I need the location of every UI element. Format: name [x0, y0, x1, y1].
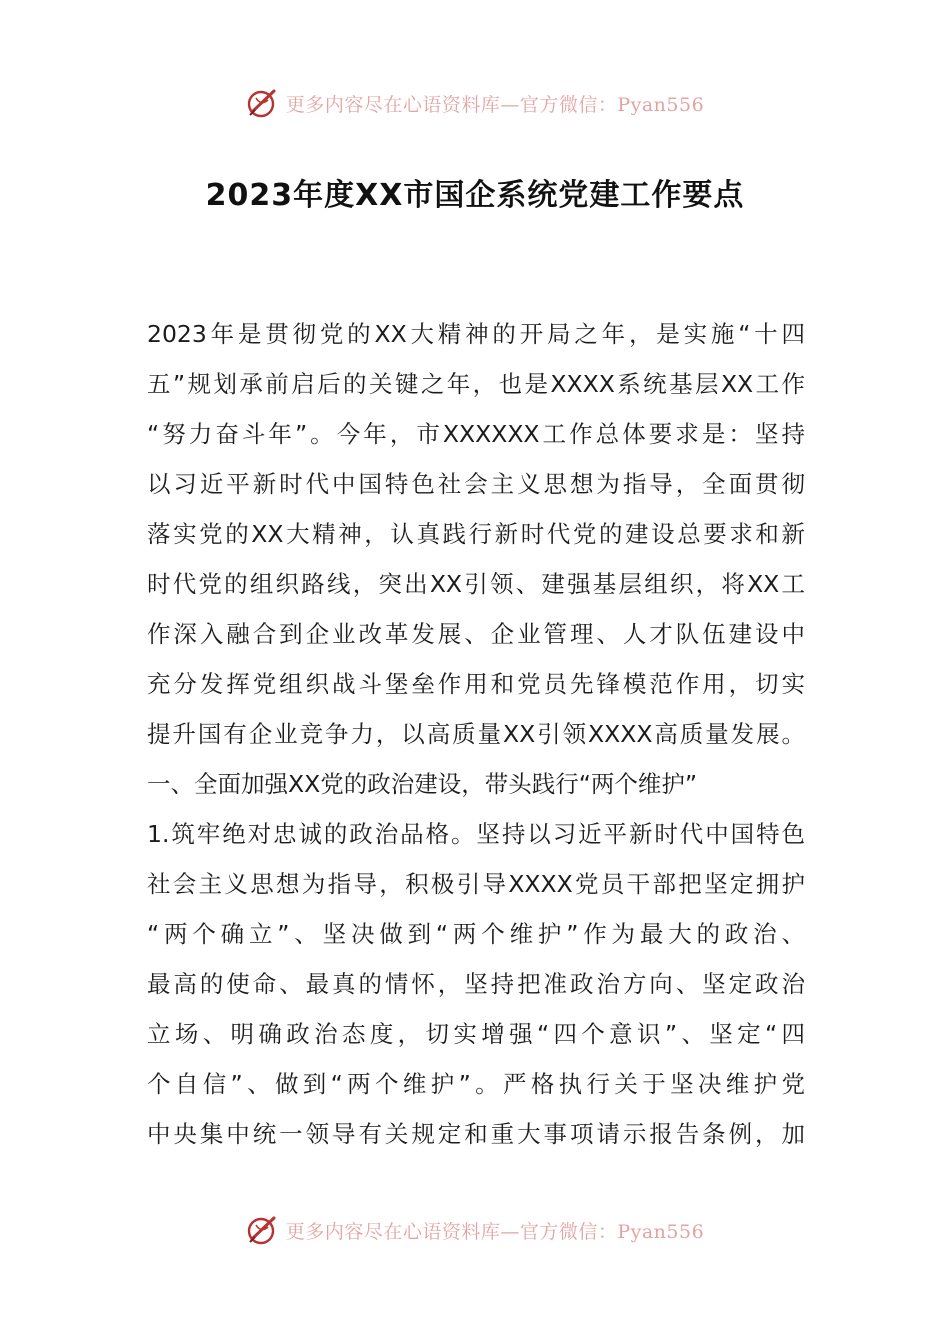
body-line: 中央集中统一领导有关规定和重大事项请示报告条例，加 [147, 1120, 805, 1148]
pen-logo-icon [246, 86, 280, 120]
body-line: 以习近平新时代中国特色社会主义思想为指导，全面贯彻 [147, 470, 805, 498]
body-line: 充分发挥党组织战斗堡垒作用和党员先锋模范作用，切实 [147, 670, 805, 698]
watermark-text: 更多内容尽在心语资料库—官方微信：Pyan556 [285, 93, 705, 116]
body-line: “两个确立”、坚决做到“两个维护”作为最大的政治、 [147, 920, 805, 948]
body-line: 时代党的组织路线，突出XX引领、建强基层组织，将XX工 [147, 570, 805, 598]
body-line: 最高的使命、最真的情怀，坚持把准政治方向、坚定政治 [147, 970, 805, 998]
document-title: 2023年度XX市国企系统党建工作要点 [205, 178, 745, 213]
document-body [147, 314, 805, 1164]
header-watermark-banner [0, 83, 950, 123]
section-heading: 一、全面加强XX党的政治建设，带头践行“两个维护” [147, 770, 698, 798]
body-line: 社会主义思想为指导，积极引导XXXX党员干部把坚定拥护 [147, 870, 805, 898]
body-line: 落实党的XX大精神，认真践行新时代党的建设总要求和新 [147, 520, 805, 548]
body-line: 立场、明确政治态度，切实增强“四个意识”、坚定“四 [147, 1020, 805, 1048]
body-line: 1.筑牢绝对忠诚的政治品格。坚持以习近平新时代中国特色 [147, 820, 805, 848]
body-line: “努力奋斗年”。今年，市XXXXXX工作总体要求是：坚持 [147, 420, 805, 448]
footer-watermark-banner [0, 1210, 950, 1250]
watermark-text: 更多内容尽在心语资料库—官方微信：Pyan556 [285, 1220, 705, 1243]
body-line: 作深入融合到企业改革发展、企业管理、人才队伍建设中 [147, 620, 805, 648]
pen-logo-icon [246, 1213, 280, 1247]
body-line: 提升国有企业竞争力，以高质量XX引领XXXX高质量发展。 [147, 720, 805, 748]
body-line: 五”规划承前启后的关键之年，也是XXXX系统基层XX工作 [147, 370, 805, 398]
body-line: 2023年是贯彻党的XX大精神的开局之年，是实施“十四 [147, 320, 805, 348]
body-line: 个自信”、做到“两个维护”。严格执行关于坚决维护党 [147, 1070, 805, 1098]
